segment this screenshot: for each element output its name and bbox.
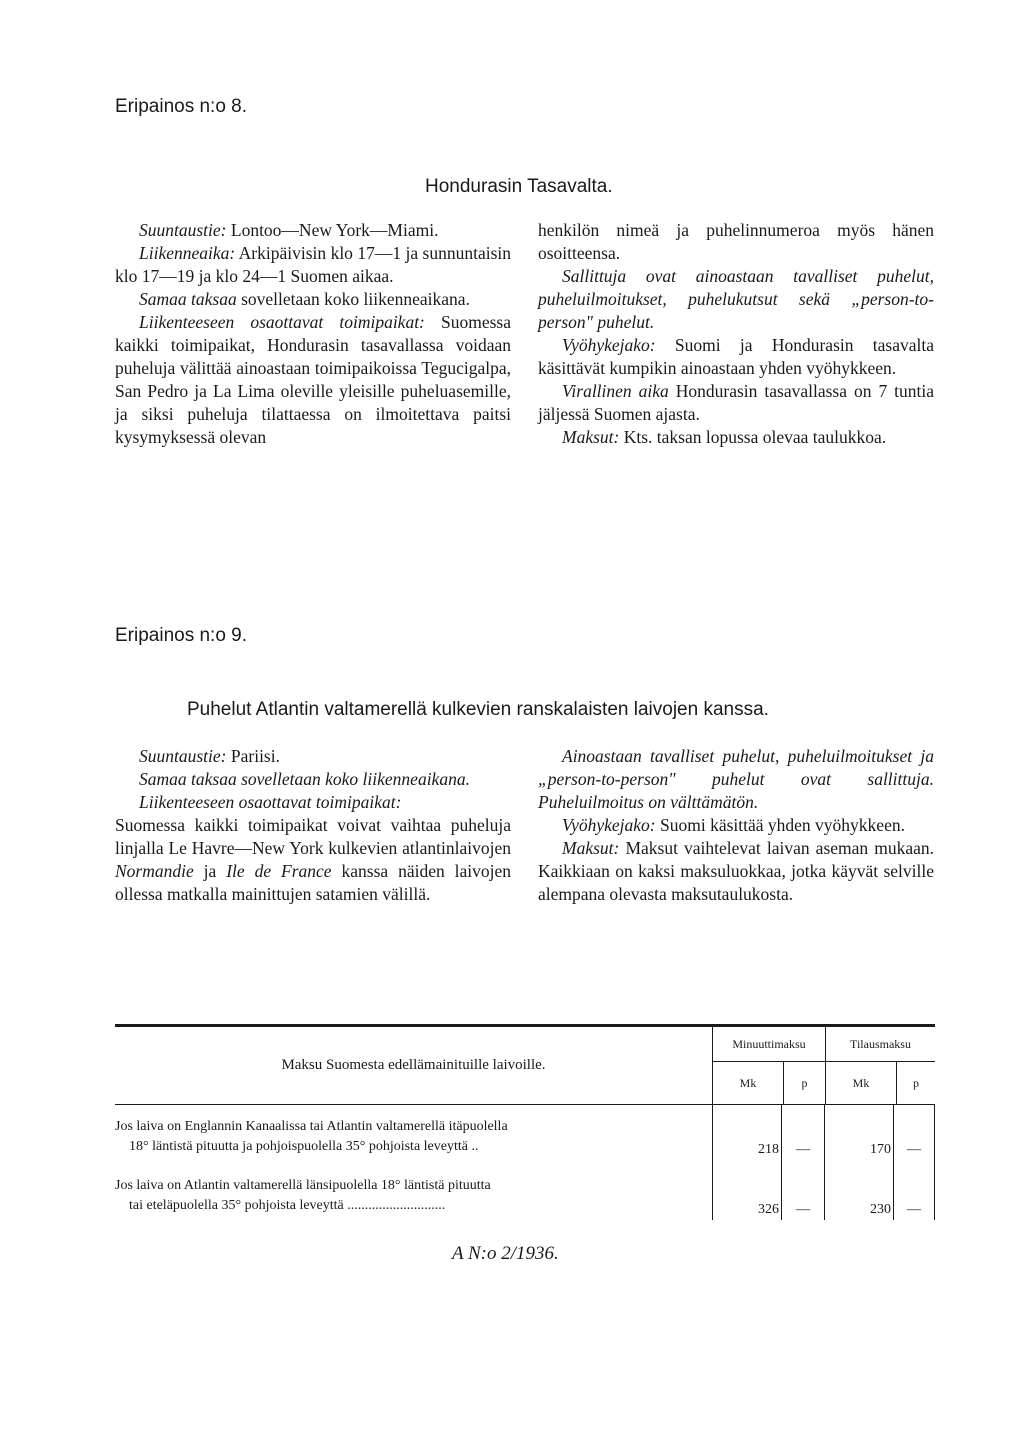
order-p-unit: p <box>913 1075 919 1090</box>
rate-text-9: Samaa taksaa sovelletaan koko liikenneaikana. <box>139 769 470 789</box>
ship-normandie: Normandie <box>115 861 194 881</box>
route-label-9: Suuntaustie: <box>139 746 227 766</box>
row-2-order-p: — <box>894 1162 935 1220</box>
order-fee-header: Tilausmaksu <box>826 1027 935 1062</box>
zone-label: Vyöhykejako: <box>562 335 656 355</box>
reprint-8-title: Hondurasin Tasavalta. <box>425 176 613 197</box>
row-1-line-2: 18° läntistä pituutta ja pohjoispuolella 35° pohjoista leveyttä .. <box>129 1139 479 1154</box>
rate-text: sovelletaan koko liikenneaikana. <box>241 289 470 309</box>
ship-ile-de-france: Ile de France <box>226 861 332 881</box>
zone-label-9: Vyöhykejako: <box>562 815 656 835</box>
and-word: ja <box>203 861 217 881</box>
order-mk-unit: Mk <box>826 1062 897 1104</box>
places-label-9: Liikenteeseen osaottavat toimipaikat: <box>139 792 402 812</box>
time-label: Virallinen aika <box>562 381 669 401</box>
hours-label: Liikenneaika: <box>139 243 236 263</box>
minute-p-unit: p <box>801 1075 808 1090</box>
rate-label: Samaa taksaa <box>139 289 237 309</box>
places-label: Liikenteeseen osaottavat toimipaikat: <box>139 312 425 332</box>
row-2-line-2: tai eteläpuolella 35° pohjoista leveyttä ............................ <box>129 1198 446 1213</box>
table-row <box>115 1162 935 1220</box>
reprint-9-label: Eripainos n:o 9. <box>115 625 248 646</box>
route-label: Suuntaustie: <box>139 220 227 240</box>
continued-text: henkilön nimeä ja puhelinnumeroa myös hänen osoitteensa. <box>538 220 934 263</box>
time-text: Hondurasin tasavallassa on 7 tuntia jäljessä Suomen ajasta. <box>538 381 935 424</box>
minute-fee-header: Minuuttimaksu <box>713 1027 825 1062</box>
fees-text-9: Maksut vaihtelevat laivan aseman mukaan. Kaikkiaan on kaksi maksuluokkaa, jotka käyvät selville alempana olevasta maksutaulukosta. <box>538 838 934 904</box>
zone-text: Suomi ja Hondurasin tasavalta käsittävät kumpikin ainoastaan yhden vyöhykkeen. <box>538 335 934 378</box>
table-row <box>115 1105 935 1162</box>
reprint-8-label: Eripainos n:o 8. <box>115 96 248 117</box>
row-1-order-mk: 170 <box>824 1105 894 1162</box>
footer-code: A N:o 2/1936. <box>452 1243 559 1264</box>
row-2-line-1: Jos laiva on Atlantin valtamerellä länsipuolella 18° läntistä pituutta <box>115 1178 491 1193</box>
route-text-9: Pariisi. <box>230 746 280 766</box>
route-text: Lontoo—New York—Miami. <box>230 220 439 240</box>
row-1-minute-p: — <box>796 1142 810 1157</box>
allowed-text-9: Ainoastaan tavalliset puhelut, puheluilmoitukset ja „person-to-person" puhelut ovat sallittuja. Puheluilmoitus on välttämätön. <box>538 746 934 812</box>
rate-table <box>115 1024 935 1220</box>
places-text: Suomessa kaikki toimipaikat, Hondurasin tasavallassa voidaan puheluja välittää ainoastaan toimipaikoissa Tegucigalpa, San Pedro ja La Lima oleville yleisille puheluasemille, ja siksi puheluja tilattaessa on ilmoitettava paitsi kysymyksessä olevan <box>115 312 511 447</box>
fees-text: Kts. taksan lopussa olevaa taulukkoa. <box>623 427 887 447</box>
hours-text: Arkipäivisin klo 17—1 ja sunnuntaisin klo 17—19 ja klo 24—1 Suomen aikaa. <box>115 243 511 286</box>
reprint-8-right-column <box>538 219 934 449</box>
places-text-b: kanssa näiden laivojen ollessa matkalla mainittujen satamien välillä. <box>115 861 512 904</box>
row-1-line-1: Jos laiva on Englannin Kanaalissa tai Atlantin valtamerellä itäpuolella <box>115 1119 508 1134</box>
minute-mk-unit: Mk <box>713 1062 784 1104</box>
reprint-8-left-column <box>115 219 511 449</box>
reprint-9-right-column <box>538 745 934 906</box>
row-2-order-mk: 230 <box>824 1162 894 1220</box>
zone-text-9: Suomi käsittää yhden vyöhykkeen. <box>660 815 905 835</box>
row-1-minute-mk: 218 <box>712 1105 782 1162</box>
fees-label: Maksut: <box>562 427 620 447</box>
reprint-9-title: Puhelut Atlantin valtamerellä kulkevien ranskalaisten laivojen kanssa. <box>187 699 769 720</box>
fees-label-9: Maksut: <box>562 838 620 858</box>
places-text-a: Suomessa kaikki toimipaikat voivat vaihtaa puheluja linjalla Le Havre—New York kulkevien atlantinlaivojen <box>115 815 511 858</box>
row-1-order-p: — <box>894 1105 935 1162</box>
allowed-text: Sallittuja ovat ainoastaan tavalliset puhelut, puheluilmoitukset, puhelukutsut sekä „person-to-person" puhelut. <box>538 266 934 332</box>
row-2-minute-mk: 326 <box>712 1162 782 1220</box>
row-2-minute-p: — <box>796 1202 810 1217</box>
table-header: Maksu Suomesta edellämainituille laivoille. <box>281 1057 546 1073</box>
reprint-9-left-column <box>115 745 511 906</box>
